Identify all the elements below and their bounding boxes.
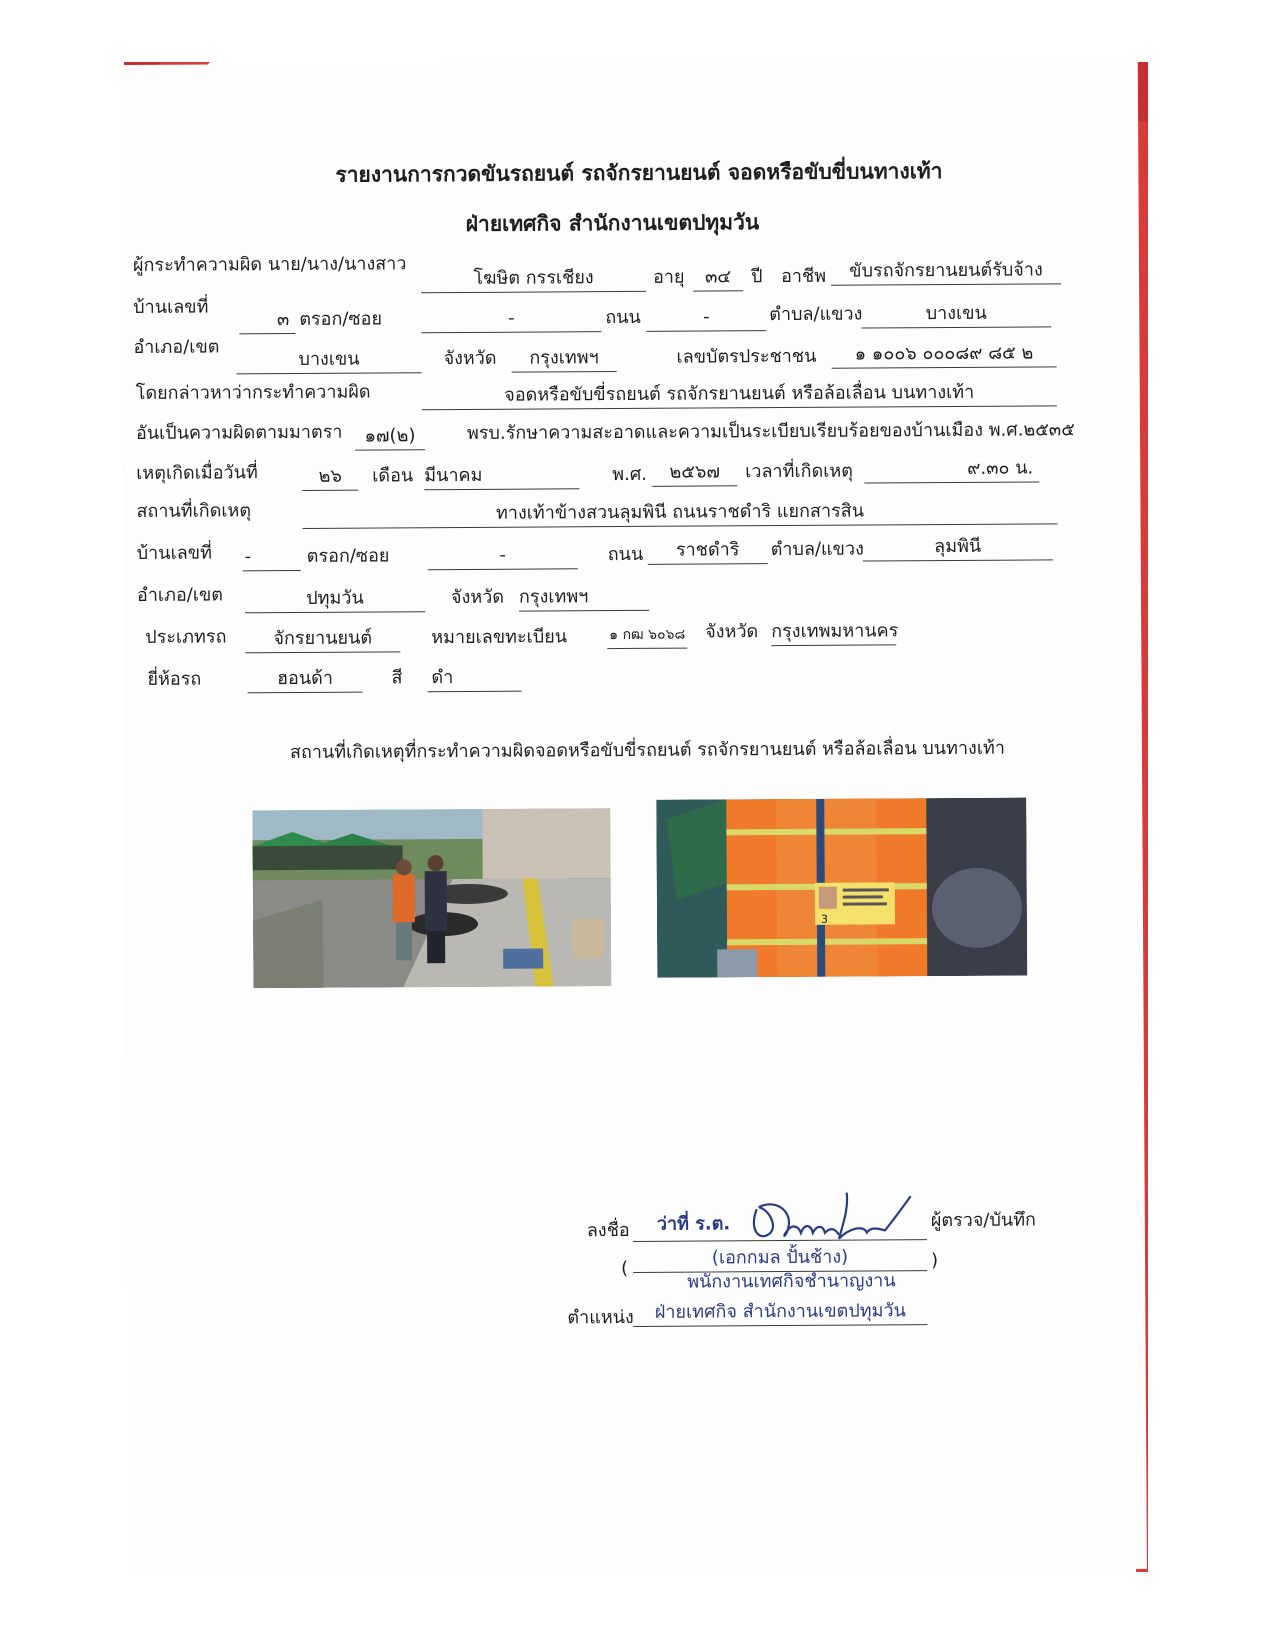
incident-district-label: อำเภอ/เขต xyxy=(136,584,224,606)
plate-value: ๑ กฒ ๖๐๖๘ xyxy=(607,624,687,649)
incident-province-label: จังหวัด xyxy=(450,586,505,609)
plate-label: หมายเลขทะเบียน xyxy=(431,626,568,649)
signer-rank: ว่าที่ ร.ต. xyxy=(656,1213,731,1235)
report-page xyxy=(120,59,1147,1575)
offender-road-value: - xyxy=(646,306,766,332)
offender-subdistrict-value: บางเขน xyxy=(861,302,1051,328)
signer-name: (เอกกมล ปั้นช้าง) xyxy=(633,1246,927,1273)
handwritten-signature xyxy=(739,1178,919,1249)
incident-house-value: - xyxy=(243,546,301,571)
id-label: เลขบัตรประชาชน xyxy=(676,345,817,368)
incident-alley-label: ตรอก/ซอย xyxy=(306,545,390,567)
date-label: เหตุเกิดเมื่อวันที่ xyxy=(136,462,258,484)
report-title: รายงานการกวดขันรถยนต์ รถจักรยานยนต์ จอดหรือขับขี่บนทางเท้า xyxy=(335,159,943,187)
place-label: สถานที่เกิดเหตุ xyxy=(136,500,252,522)
incident-time-value: ๙.๓๐ น. xyxy=(864,457,1039,483)
brand-label: ยี่ห้อรถ xyxy=(147,668,202,690)
role-label: ผู้ตรวจ/บันทึก xyxy=(930,1209,1036,1232)
position-label: ตำแหน่ง xyxy=(567,1306,634,1329)
color-value: ดำ xyxy=(427,667,521,693)
incident-year-value: ๒๕๖๗ xyxy=(652,461,737,487)
district-label: อำเภอ/เขต xyxy=(133,336,220,358)
offender-district-value: บางเขน xyxy=(236,348,421,374)
open-paren: ( xyxy=(621,1257,629,1280)
incident-alley-value: - xyxy=(428,544,578,570)
province-label: จังหวัด xyxy=(443,347,497,370)
section-label: อันเป็นความผิดตามมาตรา xyxy=(135,421,343,444)
vest-number: 3 xyxy=(820,912,829,926)
color-label: สี xyxy=(391,667,403,689)
road-label: ถนน xyxy=(605,306,641,329)
incident-subdistrict-value: ลุมพินี xyxy=(863,535,1053,561)
incident-subdistrict-label: ตำบล/แขวง xyxy=(770,538,864,561)
brand-value: ฮอนด้า xyxy=(247,668,362,694)
offender-alley-value: - xyxy=(421,307,601,333)
age-label: อายุ xyxy=(652,266,685,288)
vehicle-type-label: ประเภทรถ xyxy=(145,626,227,648)
vehicle-province-value: กรุงเทพมหานคร xyxy=(771,620,896,646)
offender-age-value: ๓๔ xyxy=(693,266,743,291)
incident-road-value: ราชดำริ xyxy=(648,539,768,565)
year-unit-label: ปี xyxy=(750,266,763,288)
signer-title: พนักงานเทศกิจชำนาญงาน xyxy=(687,1270,896,1293)
buddhist-year-label: พ.ศ. xyxy=(612,463,648,486)
offender-id-value: ๑ ๑๐๐๖ ๐๐๐๘๙ ๘๕ ๒ xyxy=(831,342,1056,368)
scene-photo-illustration xyxy=(252,808,611,988)
vehicle-type-value: จักรยานยนต์ xyxy=(245,627,400,653)
scene-photo xyxy=(252,808,611,988)
incident-day-value: ๒๖ xyxy=(302,466,358,491)
name-label: ผู้กระทำความผิด นาย/นาง/นางสาว xyxy=(132,253,407,276)
accused-value: จอดหรือขับขี่รถยนต์ รถจักรยานยนต์ หรือล้อเลื่อน บนทางเท้า xyxy=(422,381,1057,410)
incident-month-value: มีนาคม xyxy=(424,464,579,490)
incident-district-value: ปทุมวัน xyxy=(245,587,425,613)
incident-place-value: ทางเท้าข้างสวนลุมพินี ถนนราชดำริ แยกสารสิน xyxy=(302,499,1057,529)
incident-road-label: ถนน xyxy=(607,543,644,566)
photos-caption: สถานที่เกิดเหตุที่กระทำความผิดจอดหรือขับขี่รถยนต์ รถจักรยานยนต์ หรือล้อเลื่อน บนทางเท้า xyxy=(289,737,1006,764)
act-value: พรบ.รักษาความสะอาดและความเป็นระเบียบเรียบร้อยของบ้านเมือง พ.ศ.๒๕๓๕ xyxy=(466,419,1075,444)
offender-house-value: ๓ xyxy=(239,309,295,334)
alley-label: ตรอก/ซอย xyxy=(299,308,383,330)
section-value: ๑๗(๒) xyxy=(355,425,425,450)
offender-occupation-value: ขับรถจักรยานยนต์รับจ้าง xyxy=(831,259,1061,285)
vest-photo xyxy=(656,798,1027,978)
signer-position: ฝ่ายเทศกิจ สำนักงานเขตปทุมวัน xyxy=(633,1300,927,1327)
incident-house-label: บ้านเลขที่ xyxy=(136,542,212,564)
vehicle-province-label: จังหวัด xyxy=(705,621,759,643)
time-label: เวลาที่เกิดเหตุ xyxy=(745,460,854,483)
offender-name-value: โฆษิต กรรเชียง xyxy=(421,267,646,293)
report-subtitle: ฝ่ายเทศกิจ สำนักงานเขตปทุมวัน xyxy=(465,210,760,236)
subdistrict-label: ตำบล/แขวง xyxy=(769,303,863,326)
house-label: บ้านเลขที่ xyxy=(133,296,209,318)
month-label: เดือน xyxy=(372,465,414,487)
sign-label: ลงชื่อ xyxy=(586,1219,630,1242)
accused-label: โดยกล่าวหาว่ากระทำความผิด xyxy=(135,381,371,404)
incident-province-value: กรุงเทพฯ xyxy=(519,586,649,612)
offender-province-value: กรุงเทพฯ xyxy=(511,347,616,373)
close-paren: ) xyxy=(930,1250,939,1272)
vest-photo-illustration xyxy=(656,798,1027,978)
occupation-label: อาชีพ xyxy=(780,265,827,288)
